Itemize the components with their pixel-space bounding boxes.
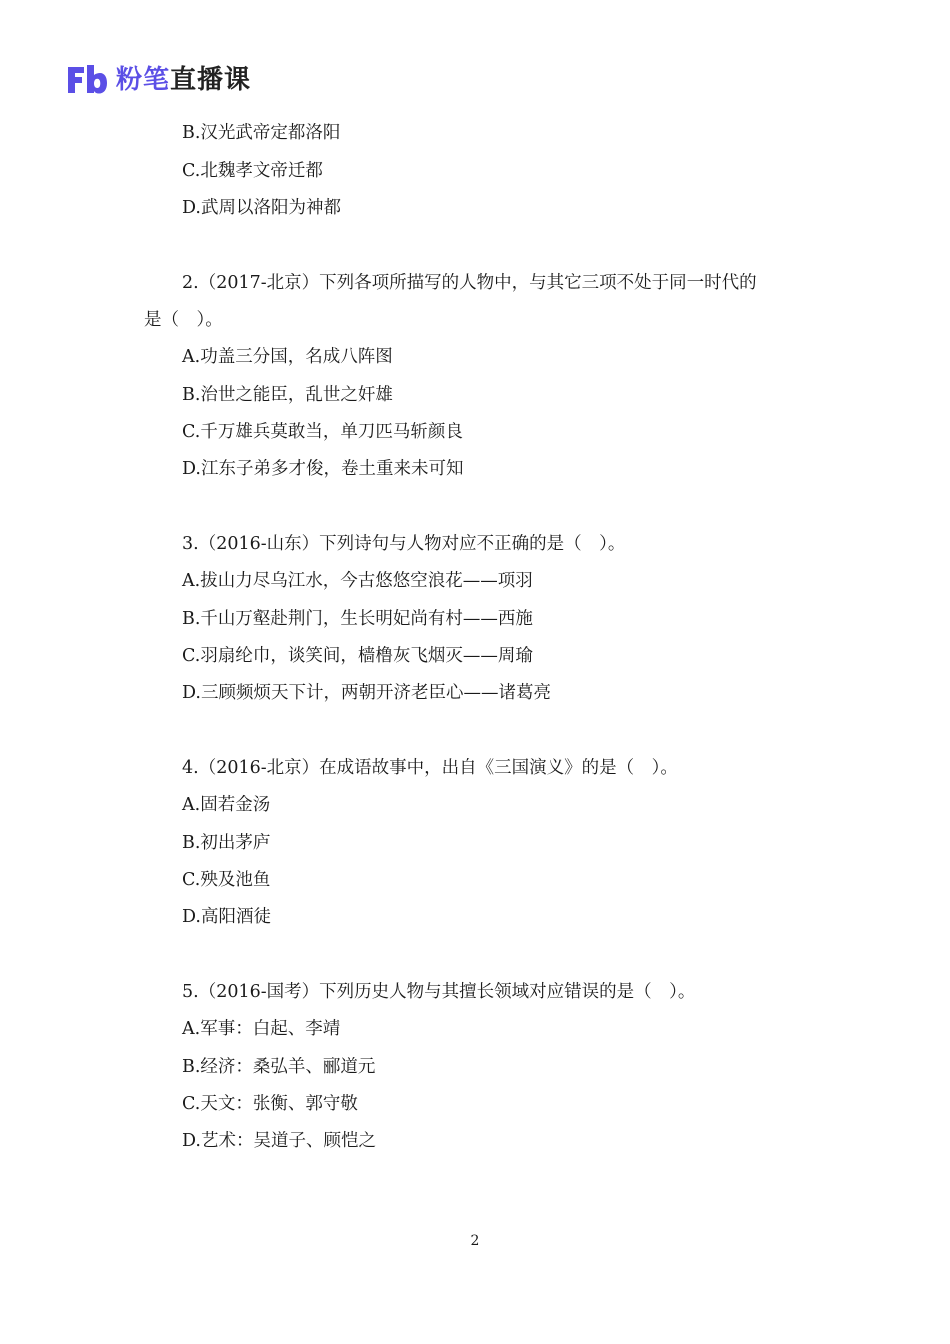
question-5-option-b: B.经济：桑弘羊、郦道元 [182, 1057, 376, 1077]
question-2-option-b: B.治世之能臣，乱世之奸雄 [182, 385, 393, 405]
question-5-option-c: C.天文：张衡、郭守敬 [182, 1094, 358, 1114]
prev-option-d: D.武周以洛阳为神都 [182, 198, 341, 218]
page-number: 2 [470, 1233, 480, 1249]
fb-logo-icon [66, 63, 108, 97]
question-3-option-c: C.羽扇纶巾，谈笑间，樯橹灰飞烟灭——周瑜 [182, 646, 533, 666]
question-3-option-a: A.拔山力尽乌江水，今古悠悠空浪花——项羽 [182, 571, 533, 591]
logo-wordmark [116, 63, 251, 97]
logo-course-text: 直播课 [170, 65, 252, 95]
question-5-stem: 5.（2016-国考）下列历史人物与其擅长领域对应错误的是（ ）。 [182, 982, 696, 1002]
question-5-option-d: D.艺术：吴道子、顾恺之 [182, 1131, 376, 1151]
question-4-option-c: C.殃及池鱼 [182, 870, 271, 890]
question-2-option-a: A.功盖三分国，名成八阵图 [182, 347, 393, 367]
question-2-option-c: C.千万雄兵莫敢当，单刀匹马斩颜良 [182, 422, 463, 442]
question-4-option-a: A.固若金汤 [182, 795, 271, 815]
question-4-option-d: D.高阳酒徒 [182, 907, 271, 927]
question-4-option-b: B.初出茅庐 [182, 833, 271, 853]
header-logo [66, 60, 251, 100]
prev-option-b: B.汉光武帝定都洛阳 [182, 123, 341, 143]
question-2-stem-continued: 是（ ）。 [144, 310, 223, 330]
logo-brand-text: 粉笔 [116, 65, 171, 95]
question-3-option-b: B.千山万壑赴荆门，生长明妃尚有村——西施 [182, 609, 533, 629]
question-3-option-d: D.三顾频烦天下计，两朝开济老臣心——诸葛亮 [182, 683, 551, 703]
question-3-stem: 3.（2016-山东）下列诗句与人物对应不正确的是（ ）。 [182, 534, 626, 554]
question-5-option-a: A.军事：白起、李靖 [182, 1019, 341, 1039]
prev-option-c: C.北魏孝文帝迁都 [182, 161, 323, 181]
question-2-stem: 2.（2017-北京）下列各项所描写的人物中，与其它三项不处于同一时代的 [182, 273, 757, 293]
question-2-option-d: D.江东子弟多才俊，卷土重来未可知 [182, 459, 464, 479]
question-4-stem: 4.（2016-北京）在成语故事中，出自《三国演义》的是（ ）。 [182, 758, 678, 778]
